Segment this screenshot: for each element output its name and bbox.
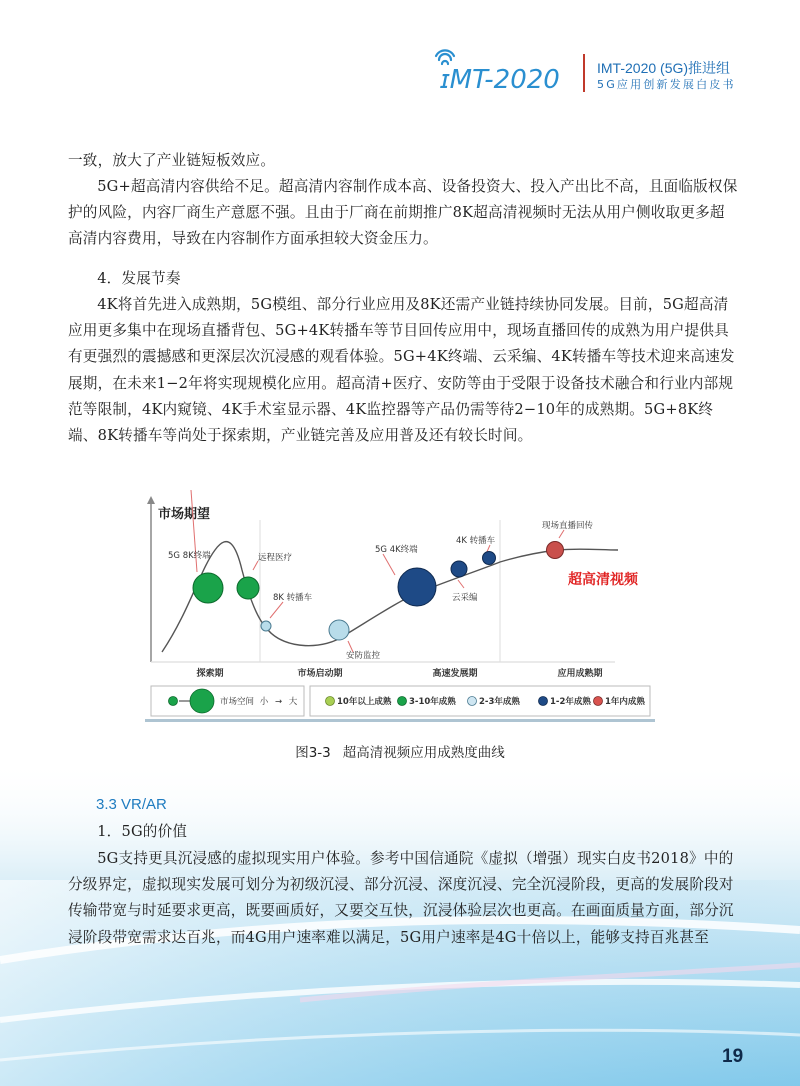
paragraph-development-pace: 4K将首先进入成熟期，5G模组、部分行业应用及8K还需产业链持续协同发展。目前，5G超高清应用更多集中在现场直播背包、5G+4K转播车等节目回传应用中，现场直播回传的成熟为用户提供具有更强烈的震撼感和更深层次沉浸感的观看体验。5G+4K终端、云采编、4K转播车等技术迎来高速发展期，在未来1−2年将实现规模化应用。超高清+医疗、安防等由于受限于设备技术融合和行业内部规范等限制，4K内窥镜、4K手术室显示器、4K监控器等产品仍需等待2−10年的成熟期。5G+8K终端、8K转播车等尚处于探索期，产业链完善及应用普及还有较长时间。 — [68, 296, 735, 445]
point-label: 5G 4K终端 — [375, 545, 418, 555]
legend-label: 1年内成熟 — [605, 697, 645, 707]
size-legend-large-icon — [190, 689, 214, 713]
imt2020-logo — [430, 44, 580, 94]
point-cloud-editing — [451, 561, 467, 577]
y-axis-label: 市场期望 — [158, 507, 211, 522]
wifi-signal-icon — [436, 50, 454, 64]
phase-label: 市场启动期 — [297, 669, 343, 679]
point-5g-8k-terminal — [193, 573, 223, 603]
point-label: 云采编 — [452, 593, 478, 603]
heading-development-pace: 4．发展节奏 — [97, 270, 181, 287]
legend-label: 3-10年成熟 — [409, 697, 456, 707]
phase-label: 探索期 — [196, 669, 224, 679]
legend-label: 10年以上成熟 — [337, 697, 392, 707]
leader-line — [383, 554, 395, 575]
legend-swatch-icon — [594, 697, 603, 706]
phase-label: 高速发展期 — [432, 669, 478, 679]
maturity-curve-chart — [140, 490, 660, 722]
point-remote-medical — [237, 577, 259, 599]
point-4k-broadcast-van — [483, 552, 496, 565]
leader-line — [559, 530, 564, 538]
size-legend-small-icon — [169, 697, 178, 706]
paragraph-continuation: 一致，放大了产业链短板效应。 — [68, 152, 276, 169]
point-label: 远程医疗 — [258, 553, 293, 563]
paragraph-content-supply: 5G+超高清内容供给不足。超高清内容制作成本高、设备投资大、投入产出比不高，且面临版权保护的风险，内容厂商生产意愿不强。且由于厂商在前期推广8K超高清视频时无法从用户侧收取更多超高清内容费用，导致在内容制作方面承担较大资金压力。 — [68, 178, 738, 248]
legend-swatch-icon — [398, 697, 407, 706]
logo-wordmark: ɪMT-2020 — [440, 65, 560, 94]
maturity-curve-figure — [140, 490, 660, 722]
phase-label: 应用成熟期 — [557, 669, 603, 679]
sub-heading-5g-value: 1．5G的价值 — [97, 823, 188, 840]
figure-caption — [0, 741, 800, 761]
point-label: 5G 8K终端 — [168, 551, 211, 561]
leader-line — [270, 602, 283, 618]
figure-bottom-rule — [145, 719, 655, 722]
leader-line — [458, 580, 464, 588]
point-security-monitoring — [329, 620, 349, 640]
figure-title: 超高清视频应用成熟度曲线 — [342, 745, 505, 761]
header-divider — [583, 54, 585, 92]
figure-number: 图3-3 — [295, 745, 331, 761]
point-label: 安防监控 — [346, 651, 381, 661]
header-title: IMT-2020 (5G)推进组 — [597, 60, 731, 76]
point-8k-broadcast-van — [261, 621, 271, 631]
point-label: 8K 转播车 — [273, 593, 313, 603]
section-title: 3.3 VR/AR — [96, 796, 167, 813]
legend-label: 2-3年成熟 — [479, 697, 520, 707]
point-5g-4k-terminal — [398, 568, 436, 606]
size-legend-label: 市场空间 小 → 大 — [220, 697, 298, 707]
maturity-curve — [162, 542, 618, 652]
paragraph-vr-ar: 5G支持更具沉浸感的虚拟现实用户体验。参考中国信通院《虚拟（增强）现实白皮书2018》中的分级界定，虚拟现实发展可划分为初级沉浸、部分沉浸、深度沉浸、完全沉浸阶段，更高的发展阶段对传输带宽与时延要求更高，既要画质好，又要交互快，沉浸体验层次也更高。在画面质量方面，部分沉浸阶段带宽需求达百兆，而4G用户速率难以满足，5G用户速率是4G十倍以上，能够支持百兆甚至 — [68, 850, 734, 946]
legend-swatch-icon — [326, 697, 335, 706]
legend-swatch-icon — [468, 697, 477, 706]
legend-swatch-icon — [539, 697, 548, 706]
legend-label: 1-2年成熟 — [550, 697, 591, 707]
header-subtitle: 5G应用创新发展白皮书 — [597, 78, 736, 91]
point-label: 4K 转播车 — [456, 536, 496, 546]
page-number: 19 — [722, 1046, 744, 1067]
y-axis-arrow-icon — [147, 496, 155, 504]
page-header — [0, 0, 800, 110]
point-live-backhaul — [547, 542, 564, 559]
highlight-label: 超高清视频 — [568, 572, 638, 588]
point-label: 现场直播回传 — [542, 521, 594, 531]
